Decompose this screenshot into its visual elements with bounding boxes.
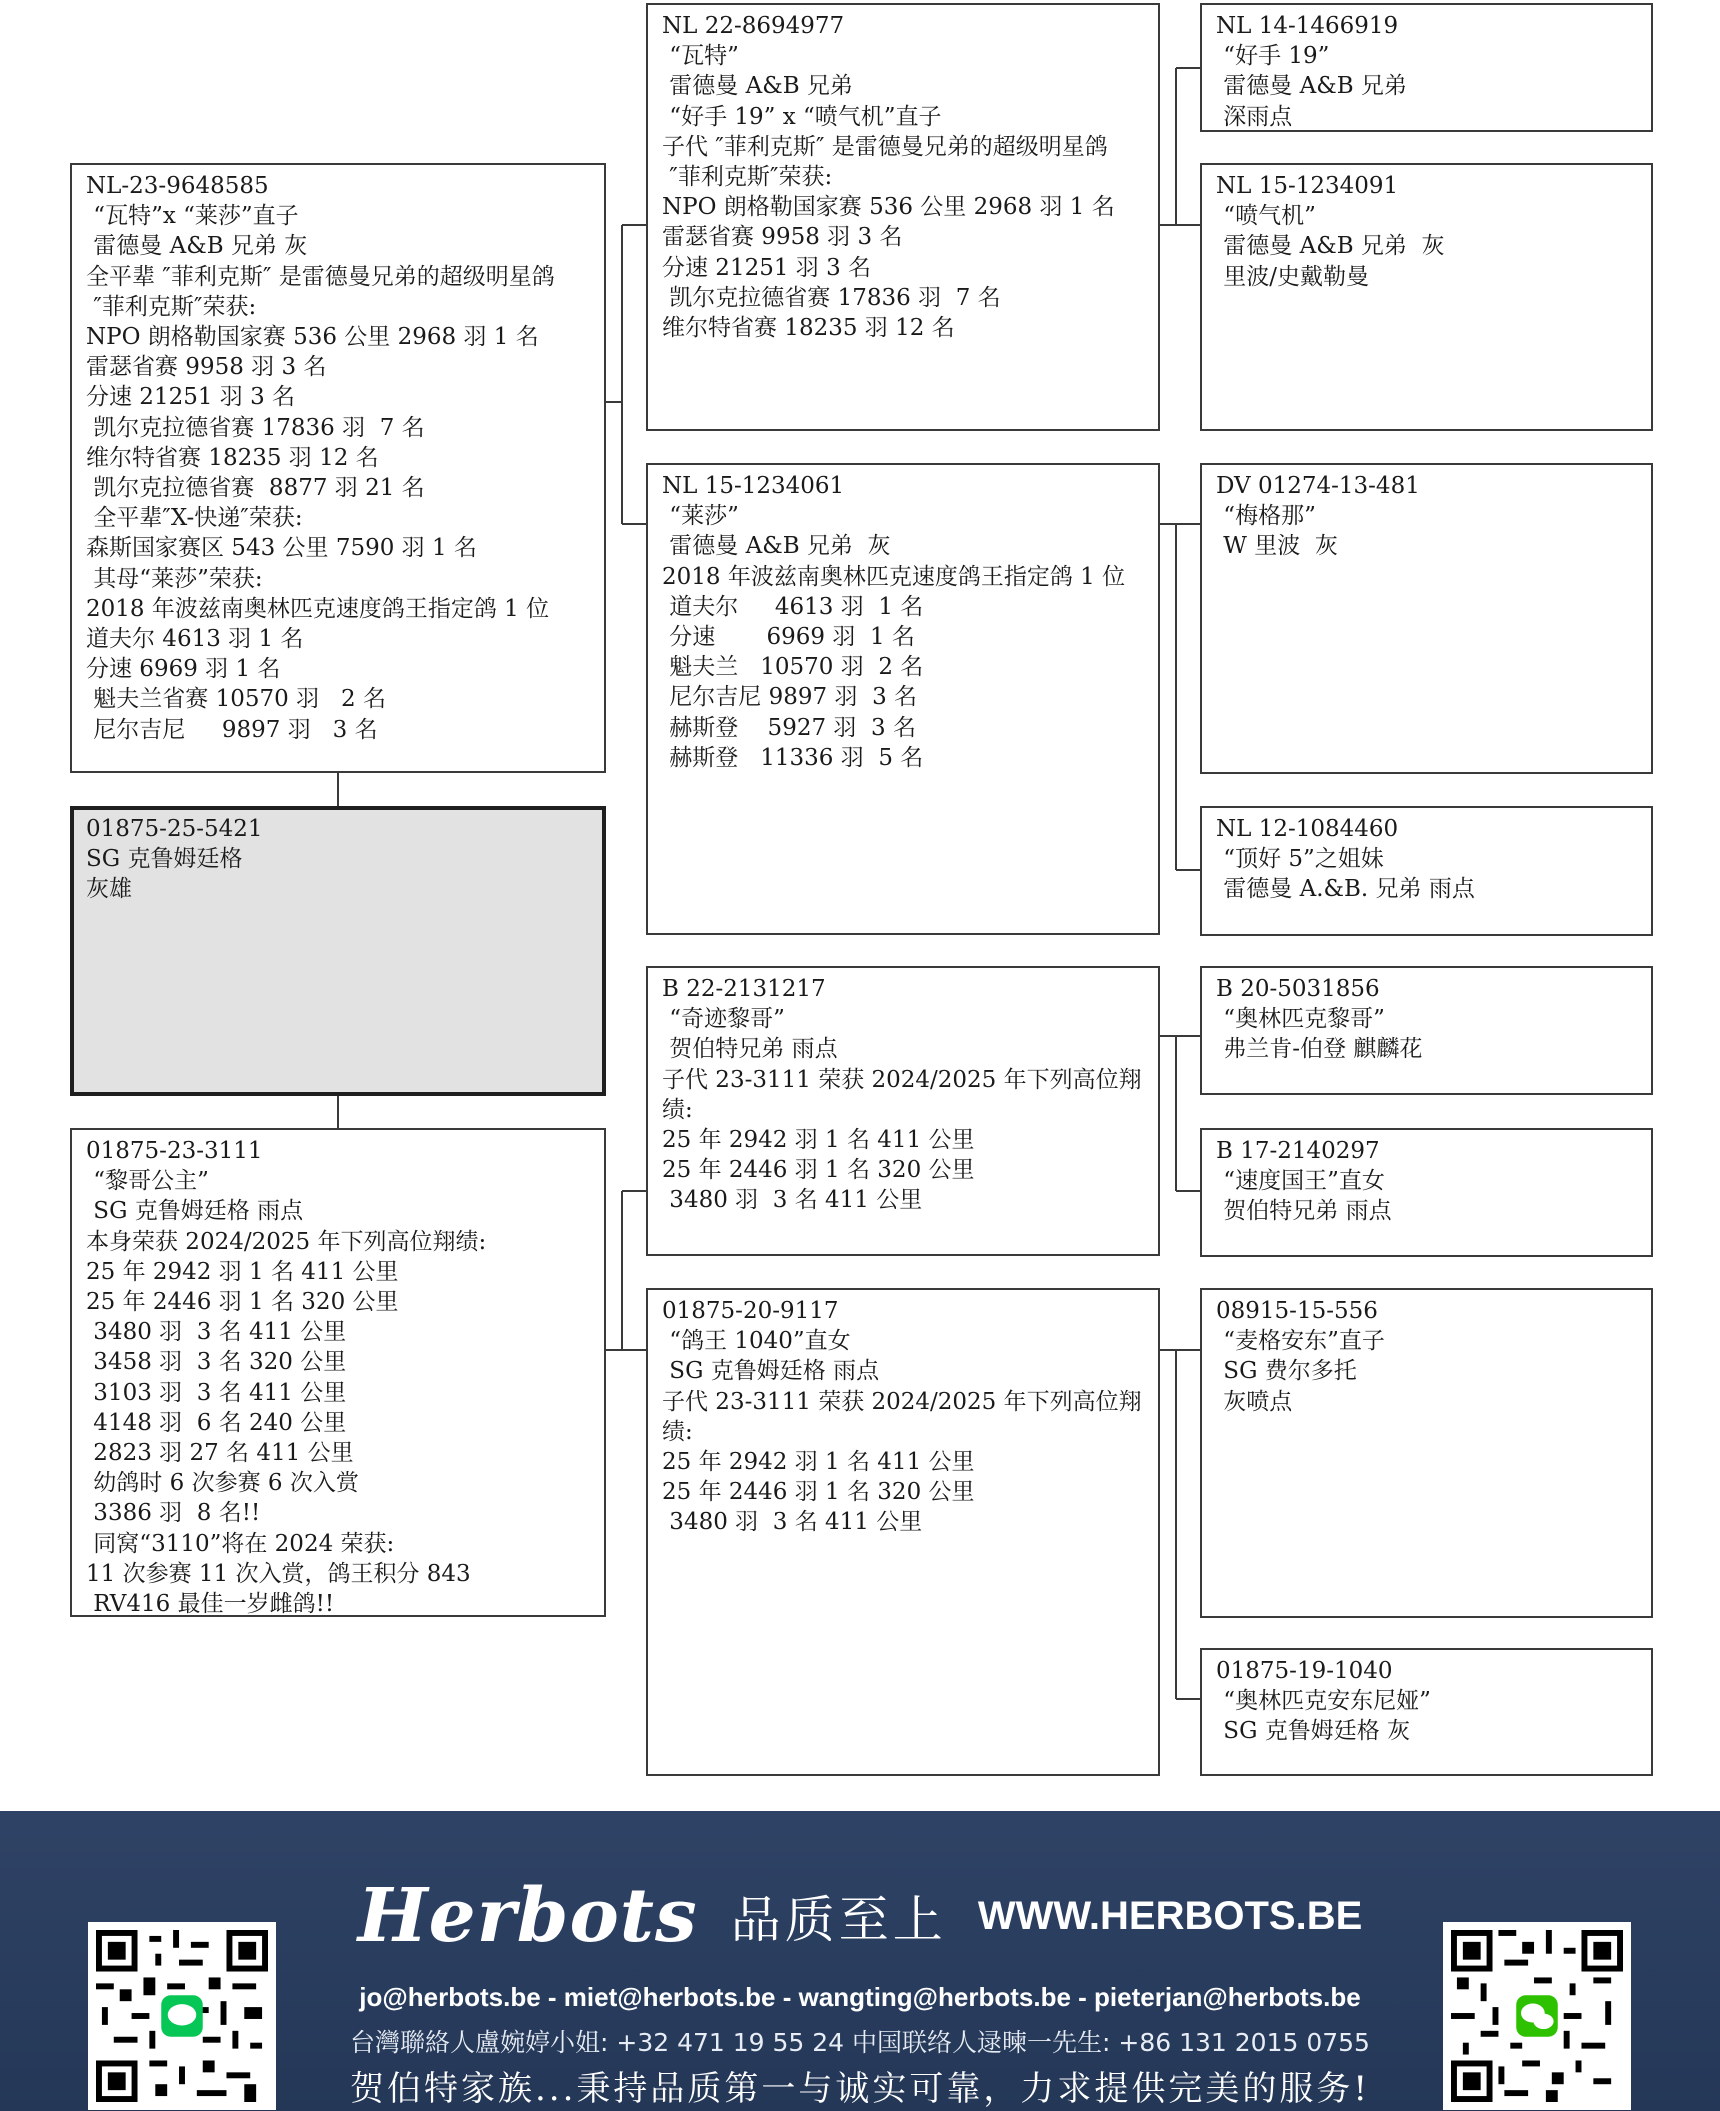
ring-number: 01875-20-9117 — [662, 1298, 839, 1324]
ring-number: 08915-15-556 — [1216, 1298, 1378, 1324]
pedigree-line: 2018 年波兹南奥林匹克速度鸽王指定鸽 1 位 — [86, 595, 550, 622]
pedigree-line: 25 年 2942 羽 1 名 411 公里 — [86, 1258, 399, 1285]
pedigree-line: 4148 羽 6 名 240 公里 — [86, 1409, 347, 1436]
pedigree-line: 魁夫兰 10570 羽 2 名 — [662, 654, 924, 681]
dam-dam-card — [646, 1288, 1160, 1776]
pedigree-line: 凯尔克拉德省赛 8877 羽 21 名 — [86, 475, 425, 502]
wechat-qr-code[interactable] — [1443, 1922, 1631, 2110]
pedigree-line: 2018 年波兹南奥林匹克速度鸽王指定鸽 1 位 — [662, 563, 1126, 590]
pedigree-line: “瓦特”x “莱莎”直子 — [86, 203, 299, 230]
pedigree-line: 全平辈 ″菲利克斯″ 是雷德曼兄弟的超级明星鸽 — [86, 263, 555, 290]
pedigree-line: 25 年 2446 羽 1 名 320 公里 — [662, 1157, 975, 1184]
pedigree-line: 3103 羽 3 名 411 公里 — [86, 1379, 347, 1406]
pedigree-line: 2823 羽 27 名 411 公里 — [86, 1440, 354, 1467]
contact-phones: 台灣聯絡人盧婉婷小姐: +32 471 19 55 24 中国联络人逯暕一先生: +86 131 2015 0755 — [350, 2028, 1370, 2057]
pedigree-line: 雷德曼 A&B 兄弟 灰 — [662, 533, 891, 560]
pedigree-line: 弗兰肯-伯登 麒麟花 — [1216, 1036, 1423, 1063]
pedigree-line: 灰雄 — [86, 876, 132, 903]
pedigree-line: “麦格安东”直子 — [1216, 1328, 1385, 1355]
pedigree-line: SG 克鲁姆廷格 雨点 — [86, 1198, 304, 1225]
pedigree-line: W 里波 灰 — [1216, 533, 1338, 560]
pedigree-line: 雷瑟省赛 9958 羽 3 名 — [662, 224, 903, 251]
pedigree-line: “瓦特” — [662, 43, 739, 70]
pedigree-line: 3480 羽 3 名 411 公里 — [86, 1319, 347, 1346]
family-motto: 贺伯特家族...秉持品质第一与诚实可靠，力求提供完美的服务! — [349, 2069, 1371, 2109]
dam-sire-card — [646, 966, 1160, 1256]
website-link[interactable]: WWW.HERBOTS.BE — [977, 1893, 1363, 1938]
pedigree-line: 3480 羽 3 名 411 公里 — [662, 1187, 923, 1214]
pedigree-line: “奥林匹克黎哥” — [1216, 1006, 1385, 1033]
pedigree-line: 分速 6969 羽 1 名 — [86, 656, 281, 683]
pedigree-line: “顶好 5”之姐妹 — [1216, 846, 1384, 873]
pedigree-line: 灰喷点 — [1216, 1388, 1293, 1415]
pedigree-line: “奇迹黎哥” — [662, 1006, 785, 1033]
herbots-footer-banner — [0, 1811, 1720, 2111]
pedigree-line: SG 克鲁姆廷格 灰 — [1216, 1718, 1411, 1745]
contact-emails[interactable]: jo@herbots.be - miet@herbots.be - wangting@herbots.be - pieterjan@herbots.be — [359, 1982, 1361, 2012]
pedigree-line: “喷气机” — [1216, 203, 1316, 230]
ring-number: DV 01274-13-481 — [1216, 473, 1420, 499]
sire-dam-card — [646, 463, 1160, 935]
pedigree-line: 雷德曼 A&B 兄弟 — [662, 73, 853, 100]
pedigree-line: “梅格那” — [1216, 503, 1316, 530]
sire-dam-sire-card — [1200, 463, 1653, 774]
pedigree-line: 雷德曼 A.&B. 兄弟 雨点 — [1216, 876, 1475, 903]
pedigree-line: 25 年 2942 羽 1 名 411 公里 — [662, 1449, 975, 1476]
pedigree-line: SG 费尔多托 — [1216, 1358, 1357, 1385]
pedigree-line: 雷德曼 A&B 兄弟 灰 — [86, 233, 308, 260]
pedigree-line: 里波/史戴勒曼 — [1216, 263, 1370, 290]
ring-number: B 17-2140297 — [1216, 1138, 1380, 1164]
pedigree-line: 3480 羽 3 名 411 公里 — [662, 1509, 923, 1536]
sire-sire-dam-card — [1200, 163, 1653, 431]
pedigree-line: 25 年 2446 羽 1 名 320 公里 — [662, 1479, 975, 1506]
pedigree-line: 道夫尔 4613 羽 1 名 — [86, 626, 304, 653]
dam-card — [70, 1128, 606, 1617]
pedigree-line: 子代 23-3111 荣获 2024/2025 年下列高位翔绩: — [662, 1388, 1142, 1445]
pedigree-line: 子代 23-3111 荣获 2024/2025 年下列高位翔绩: — [662, 1066, 1142, 1123]
pedigree-line: 同窝“3110”将在 2024 荣获: — [86, 1530, 395, 1557]
pedigree-line: “速度国王”直女 — [1216, 1168, 1385, 1195]
pedigree-line: “奥林匹克安东尼娅” — [1216, 1688, 1431, 1715]
pedigree-line: 雷瑟省赛 9958 羽 3 名 — [86, 354, 327, 381]
pedigree-line: 3458 羽 3 名 320 公里 — [86, 1349, 347, 1376]
pedigree-line: 尼尔吉尼 9897 羽 3 名 — [662, 684, 918, 711]
ring-number: NL 12-1084460 — [1216, 816, 1399, 842]
pedigree-line: “黎哥公主” — [86, 1168, 209, 1195]
pedigree-line: SG 克鲁姆廷格 — [86, 846, 243, 873]
sire-dam-dam-card — [1200, 806, 1653, 936]
pedigree-line: 赫斯登 5927 羽 3 名 — [662, 714, 916, 741]
brand-slogan: 品质至上 — [730, 1891, 947, 1949]
sire-card — [70, 163, 606, 773]
pedigree-line: 雷德曼 A&B 兄弟 — [1216, 73, 1407, 100]
pedigree-line: 25 年 2446 羽 1 名 320 公里 — [86, 1289, 399, 1316]
ring-number: NL 15-1234061 — [662, 473, 845, 499]
pedigree-line: 维尔特省赛 18235 羽 12 名 — [662, 315, 955, 342]
pedigree-line: 贺伯特兄弟 雨点 — [662, 1036, 838, 1063]
pedigree-line: 11 次参赛 11 次入赏，鸽王积分 843 — [86, 1560, 471, 1587]
ring-number: NL 22-8694977 — [662, 13, 845, 39]
ring-number: 01875-25-5421 — [86, 816, 263, 842]
ring-number: B 20-5031856 — [1216, 976, 1380, 1002]
dam-dam-dam-card — [1200, 1648, 1653, 1776]
pedigree-line: 其母“莱莎”荣获: — [86, 565, 263, 592]
pedigree-line: 子代 ″菲利克斯″ 是雷德曼兄弟的超级明星鸽 — [662, 133, 1108, 160]
ring-number: NL 14-1466919 — [1216, 13, 1399, 39]
pedigree-line: 分速 21251 羽 3 名 — [86, 384, 296, 411]
sire-sire-sire-card — [1200, 3, 1653, 132]
dam-dam-sire-card — [1200, 1288, 1653, 1618]
dam-sire-sire-card — [1200, 966, 1653, 1095]
pedigree-line: 3386 羽 8 名!! — [86, 1500, 261, 1527]
subject-bird-card — [70, 806, 606, 1096]
pedigree-line: 赫斯登 11336 羽 5 名 — [662, 744, 924, 771]
ring-number: 01875-23-3111 — [86, 1138, 263, 1164]
pedigree-line: 尼尔吉尼 9897 羽 3 名 — [86, 716, 378, 743]
pedigree-line: 凯尔克拉德省赛 17836 羽 7 名 — [662, 284, 1001, 311]
pedigree-line: 25 年 2942 羽 1 名 411 公里 — [662, 1127, 975, 1154]
ring-number: 01875-19-1040 — [1216, 1658, 1393, 1684]
pedigree-line: 魁夫兰省赛 10570 羽 2 名 — [86, 686, 386, 713]
ring-number: NL-23-9648585 — [86, 173, 269, 199]
pedigree-line: NPO 朗格勒国家赛 536 公里 2968 羽 1 名 — [86, 324, 539, 351]
pedigree-line: 本身荣获 2024/2025 年下列高位翔绩: — [86, 1228, 487, 1255]
pedigree-line: ″菲利克斯″荣获: — [662, 164, 833, 191]
pedigree-line: 深雨点 — [1216, 103, 1293, 130]
pedigree-line: RV416 最佳一岁雌鸽!! — [86, 1591, 335, 1617]
pedigree-line: 道夫尔 4613 羽 1 名 — [662, 593, 924, 620]
pedigree-line: 贺伯特兄弟 雨点 — [1216, 1198, 1392, 1225]
pedigree-line: ″菲利克斯″荣获: — [86, 293, 257, 320]
pedigree-line: “鸽王 1040”直女 — [662, 1328, 851, 1355]
sire-sire-card — [646, 3, 1160, 431]
pedigree-line: 分速 6969 羽 1 名 — [662, 624, 915, 651]
dam-sire-dam-card — [1200, 1128, 1653, 1257]
herbots-logo: Herbots — [357, 1873, 698, 1959]
ring-number: B 22-2131217 — [662, 976, 826, 1002]
pedigree-line: 森斯国家赛区 543 公里 7590 羽 1 名 — [86, 535, 477, 562]
pedigree-line: SG 克鲁姆廷格 雨点 — [662, 1358, 880, 1385]
pedigree-line: 分速 21251 羽 3 名 — [662, 254, 872, 281]
pedigree-line: “好手 19” x “喷气机”直子 — [662, 103, 942, 130]
pedigree-line: “好手 19” — [1216, 43, 1330, 70]
pedigree-line: 雷德曼 A&B 兄弟 灰 — [1216, 233, 1445, 260]
qr-code-graphic — [1451, 1930, 1623, 2102]
pedigree-line: NPO 朗格勒国家赛 536 公里 2968 羽 1 名 — [662, 194, 1115, 221]
pedigree-line: 维尔特省赛 18235 羽 12 名 — [86, 444, 379, 471]
ring-number: NL 15-1234091 — [1216, 173, 1399, 199]
pedigree-line: 凯尔克拉德省赛 17836 羽 7 名 — [86, 414, 425, 441]
pedigree-line: “莱莎” — [662, 503, 739, 530]
pedigree-line: 幼鸽时 6 次参赛 6 次入赏 — [86, 1470, 359, 1497]
pedigree-line: 全平辈″X-快递″荣获: — [86, 505, 303, 532]
